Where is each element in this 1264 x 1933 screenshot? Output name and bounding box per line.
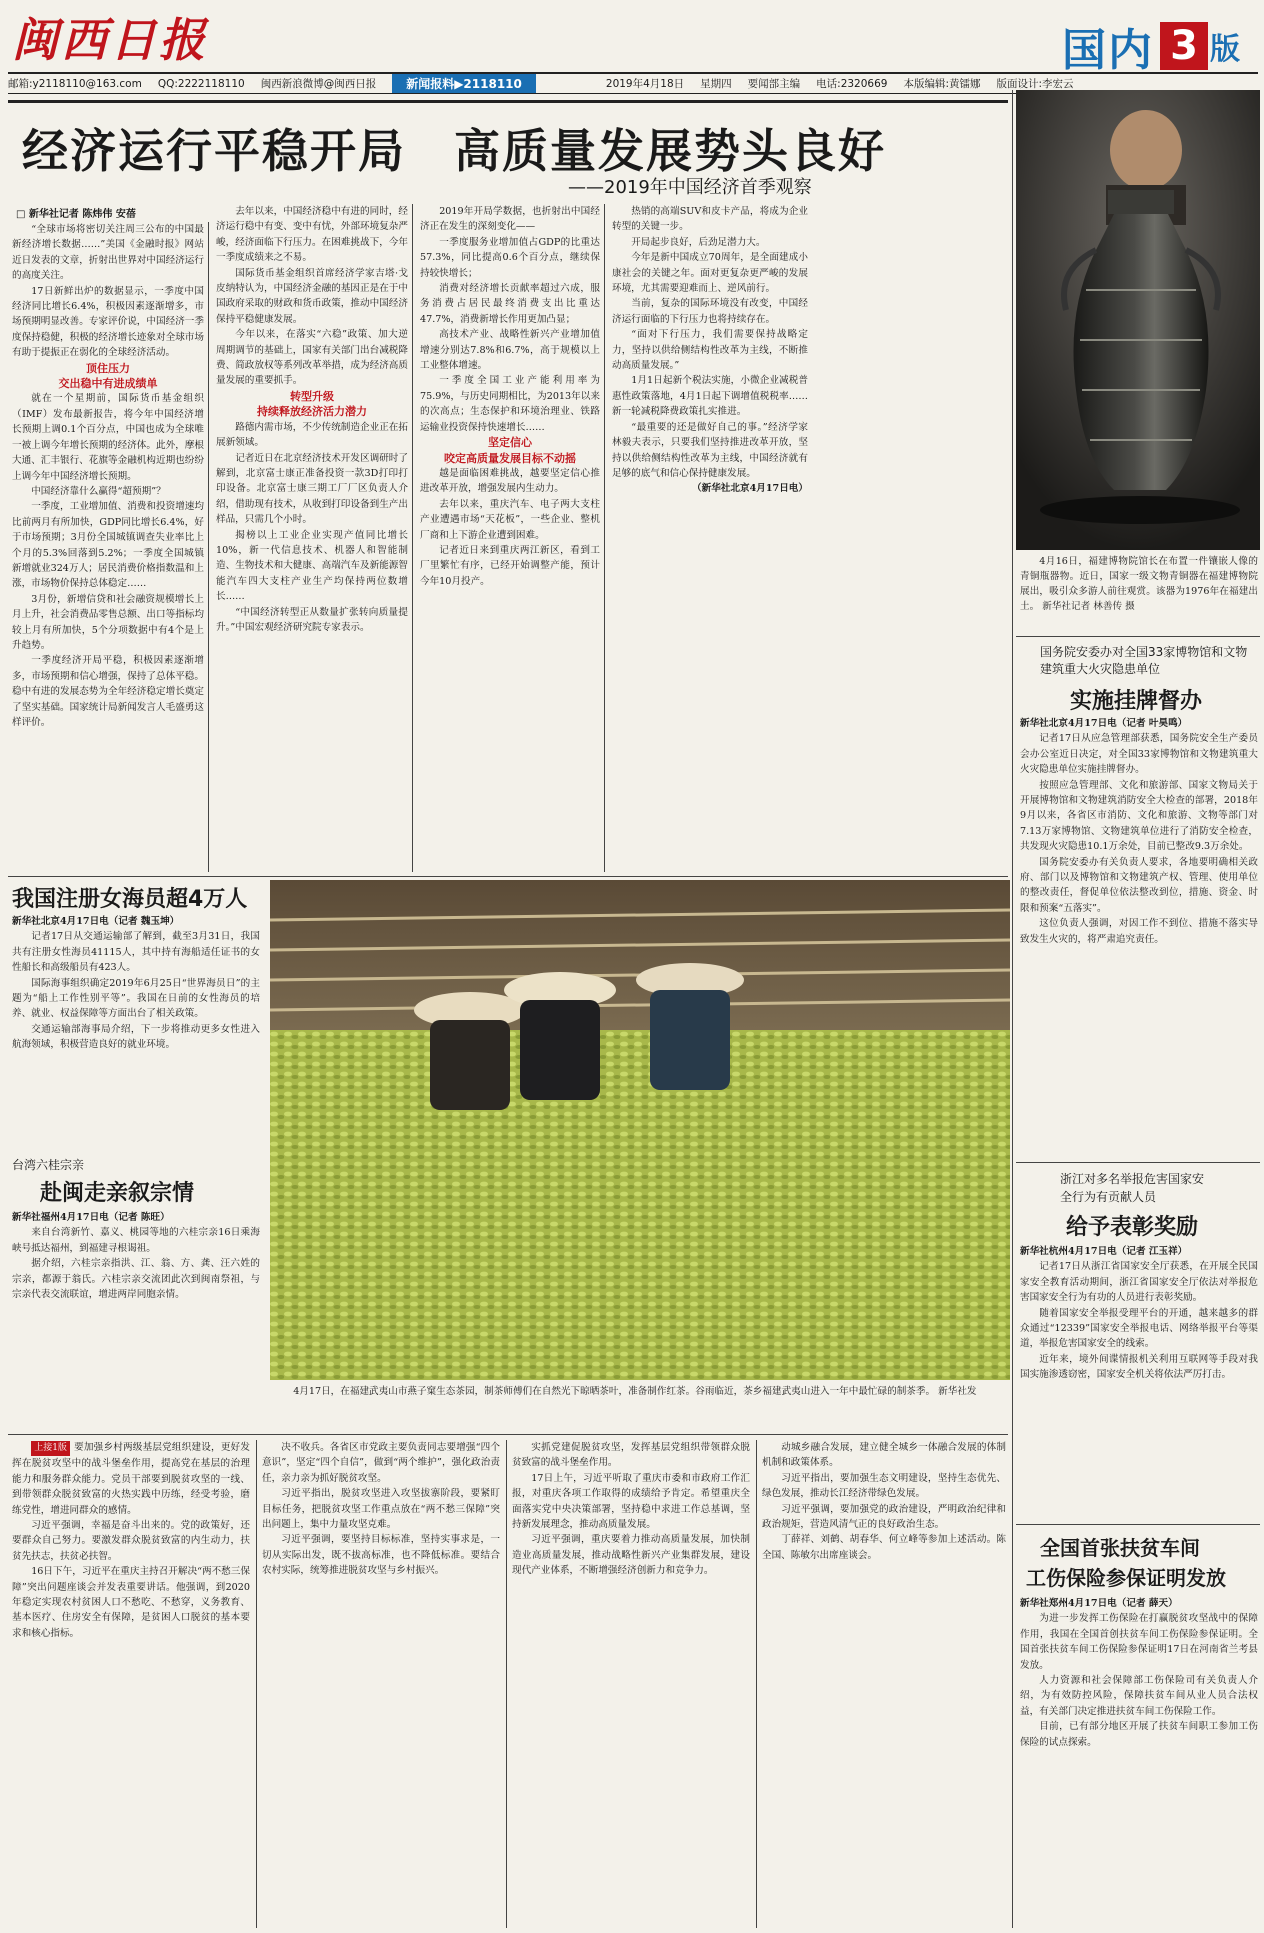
paragraph: 16日下午，习近平在重庆主持召开解决“两不愁三保障”突出问题座谈会并发表重要讲话。他强调，到2020年稳定实现农村贫困人口不愁吃、不愁穿，义务教育、基本医疗、住房安全有保障，是贫困人口脱贫的基本要求和核心指标。 — [12, 1566, 250, 1639]
paragraph: 2019年开局学数据，也折射出中国经济正在发生的深刻变化—— — [420, 206, 600, 233]
paragraph: 一季度，工业增加值、消费和投资增速均比前两月有所加快，GDP同比增长6.4%，好于市场预期；3月份全国城镇调查失业率比上个月的5.3%回落到5.2%；一季度全国城镇新增就业324万人；居民消费价格指数温和上涨，市场物价保持总体稳定…… — [12, 501, 204, 590]
insurance-title-2: 工伤保险参保证明发放 — [1026, 1566, 1226, 1590]
tea-drying-image — [270, 880, 1010, 1380]
info-weekday: 星期四 — [700, 78, 732, 90]
section-divider — [1016, 1524, 1260, 1525]
paragraph: 揭榜以上工业企业实现产值同比增长10%，新一代信息技术、机器人和智能制造、生物技术和大健康、高端汽车及新能源智能汽车四大支柱产业生产均保持两位数增长…… — [216, 529, 408, 603]
info-weibo: 闽西新浪微博@闽西日报 — [260, 78, 377, 90]
news-hotline: 新闻报料▶2118110 — [392, 73, 536, 94]
paragraph: 近年来，境外间谍情报机关利用互联网等手段对我国实施渗透窃密，国家安全机关将依法严厉打击。 — [1020, 1353, 1258, 1381]
praise-kicker-2: 全行为有贡献人员 — [1060, 1190, 1157, 1204]
subheading: 坚定信心 — [488, 436, 532, 450]
paragraph: 随着国家安全举报受理平台的开通，越来越多的群众通过“12339”国家安全举报电话、网络举报平台等渠道，举报危害国家安全的线索。 — [1020, 1307, 1258, 1350]
tea-photo — [270, 880, 1010, 1380]
paragraph: 越是面临困难挑战，越要坚定信心推进改革开放，增强发展内生动力。 — [420, 467, 600, 495]
paragraph: 今年是新中国成立70周年，是全面建成小康社会的关键之年。面对更复杂更严峻的发展环境，尤其需要迎难而上、逆风前行。 — [612, 252, 808, 295]
vase-credit: 新华社记者 林善传 摄 — [1042, 601, 1135, 612]
subheading: 持续释放经济活力潜力 — [257, 405, 367, 419]
taiwan-body — [12, 1210, 260, 1432]
continued-column-3 — [512, 1440, 750, 1928]
fire-byline: 新华社北京4月17日电（记者 叶昊鸣） — [1020, 718, 1188, 729]
section-label — [1062, 14, 1240, 78]
paragraph: “面对下行压力，我们需要保持战略定力，坚持以供给侧结构性改革为主线，不断推动高质量发展。” — [612, 329, 808, 372]
paragraph: 记者近日来到重庆两江新区，看到工厂里繁忙有序，已经开始调整产能，预计今年10月投产。 — [420, 544, 600, 587]
column-rule — [604, 204, 605, 872]
paragraph: 去年以来，重庆汽车、电子两大支柱产业遭遇市场“天花板”，一些企业、整机厂商和上下游企业遭到困难。 — [420, 498, 600, 541]
section-divider — [8, 876, 1008, 877]
paragraph: 国际货币基金组织首席经济学家吉塔·戈皮纳特认为，中国经济金融的基因正是在于中国政府采取的财政和货币政策，推动中国经济保持平稳健康发展。 — [216, 267, 408, 325]
column-rule — [208, 222, 209, 872]
jump-tag: 上接1版 — [31, 1441, 70, 1456]
paragraph: 按照应急管理部、文化和旅游部、国家文物局关于开展博物馆和文物建筑消防安全大检查的部署，2018年9月以来，各省区市消防、文化和旅游、文物等部门对7.13万家博物馆、文物建筑单位进行了消防安全检查，共发现火灾隐患10.1万余处，目前已整改9.3万余处。 — [1020, 779, 1258, 853]
info-editor: 要闻部主编 — [747, 78, 801, 90]
bronze-vase-image — [1016, 90, 1260, 550]
masthead — [0, 0, 1264, 76]
taiwan-kicker: 台湾六桂宗亲 — [12, 1158, 85, 1172]
paragraph: 17日新鲜出炉的数据显示，一季度中国经济同比增长6.4%，积极因素逐渐增多，市场预期明显改善。专家评价说，中国经济一季度保持稳健，积极的经济增长迹象对全球市场有助于提振正在弱化的全球经济活动。 — [12, 285, 204, 359]
column-rule — [756, 1440, 757, 1928]
fire-title: 实施挂牌督办 — [1070, 689, 1203, 714]
paragraph: 国务院安委办有关负责人要求，各地要明确相关政府、部门以及博物馆和文物建筑产权、管理、使用单位的整改责任，督促单位依法整改到位，措施、资金、时限和预案“五落实”。 — [1020, 856, 1258, 914]
paragraph: 习近平强调，幸福是奋斗出来的。党的政策好，还要群众自己努力。要激发群众脱贫致富的内生动力，扶贫先扶志，扶贫必扶智。 — [12, 1520, 250, 1562]
sailors-title: 我国注册女海员超4万人 — [12, 887, 248, 912]
tea-caption — [274, 1384, 1008, 1430]
section-name: 国内 — [1062, 25, 1154, 76]
sailors-byline: 新华社北京4月17日电（记者 魏玉坤） — [12, 916, 180, 927]
lead-headline: 经济运行平稳开局 高质量发展势头良好 — [22, 124, 886, 178]
column-rule — [412, 204, 413, 872]
paragraph: 消费对经济增长贡献率超过六成，服务消费占居民最终消费支出比重达47.7%，消费新增长作用更加凸显； — [420, 283, 600, 325]
paragraph: 习近平强调，要坚持目标标准，坚持实事求是，一切从实际出发，既不拔高标准，也不降低标准。要结合农村实际，统筹推进脱贫攻坚与乡村振兴。 — [262, 1534, 500, 1577]
paragraph: 一季度全国工业产能利用率为75.9%，与历史同期相比，为2013年以来的次高点；生态保护和环境治理业、铁路运输业投资保持快速增长…… — [420, 375, 600, 433]
paragraph: 习近平指出，要加强生态文明建设，坚持生态优先、绿色发展，推动长江经济带绿色发展。 — [762, 1472, 1006, 1500]
paragraph: 今年以来，在落实“六稳”政策、加大逆周期调节的基础上，国家有关部门出台减税降费、简政放权等系列改革举措，成为经济高质量发展的重要抓手。 — [216, 329, 408, 387]
paragraph: 去年以来，中国经济稳中有进的同时，经济运行稳中有变、变中有忧，外部环境复杂严峻，经济面临下行压力。在困难挑战下，今年一季度成绩来之不易。 — [216, 206, 408, 264]
paragraph: 一季度服务业增加值占GDP的比重达57.3%，同比提高0.6个百分点，继续保持较快增长； — [420, 236, 600, 279]
subheading: 交出稳中有进成绩单 — [58, 377, 158, 391]
paragraph: 1月1日起新个税法实施，小微企业减税普惠性政策落地，4月1日起下调增值税税率……新一轮减税降费政策扎实推进。 — [612, 375, 808, 418]
paragraph: 记者17日从浙江省国家安全厅获悉，在开展全民国家安全教育活动期间，浙江省国家安全厅依法对举报危害国家安全行为有功的人员进行表彰奖励。 — [1020, 1261, 1258, 1304]
paragraph: 一季度经济开局平稳，积极因素逐渐增多，市场预期和信心增强，保持了总体平稳。稳中有进的发展态势为全年经济稳定增长奠定了坚实基础。国家统计局新闻发言人毛盛勇这样评价。 — [12, 655, 204, 728]
info-date: 2019年4月18日 — [605, 78, 685, 90]
lead-column-3 — [420, 204, 600, 872]
paragraph: “全球市场将密切关注周三公布的中国最新经济增长数据……”美国《金融时报》网站近日发表的文章，折射出世界对中国经济运行的高度关注。 — [12, 224, 204, 282]
paragraph: 习近平强调，重庆要着力推动高质量发展，加快制造业高质量发展，推动战略性新兴产业集群发展，建设现代产业体系，不断增强经济创新力和竞争力。 — [512, 1534, 750, 1577]
vase-photo — [1016, 90, 1260, 550]
paragraph: 开局起步良好，后劲足潜力大。 — [631, 236, 766, 248]
column-rule — [506, 1440, 507, 1928]
section-divider — [1016, 636, 1260, 637]
lead-subhead: ——2019年中国经济首季观察 — [568, 177, 812, 198]
paragraph: 动城乡融合发展，建立健全城乡一体融合发展的体制机制和政策体系。 — [762, 1442, 1006, 1469]
paragraph: 记者近日在北京经济技术开发区调研时了解到，北京富士康正准备投资一款3D打印打印设备。北京富士康三期工厂厂区负责人介绍，借助现有技术，从收到打印设备到生产出样品，只需几个小时。 — [216, 452, 408, 526]
paragraph: 决不收兵。各省区市党政主要负责同志要增强“四个意识”，坚定“四个自信”，做到“两个维护”，强化政治责任，亲力亲为抓好脱贫攻坚。 — [262, 1442, 500, 1484]
lead-title-block — [8, 100, 1008, 200]
subheading: 咬定高质量发展目标不动摇 — [444, 451, 576, 465]
paragraph: 这位负责人强调，对因工作不到位、措施不落实导致发生火灾的，将严肃追究责任。 — [1020, 918, 1258, 945]
paragraph: 热销的高端SUV和皮卡产品，将成为企业转型的关键一步。 — [612, 206, 808, 233]
fire-kicker: 国务院安委办对全国33家博物馆和文物建筑重大火灾隐患单位 — [1040, 645, 1248, 676]
column-rule — [1012, 90, 1013, 1928]
info-chief-editor: 本版编辑:黄镭娜 — [903, 78, 981, 90]
info-qq: QQ:2222118110 — [157, 77, 245, 90]
praise-title: 给予表彰奖励 — [1066, 1215, 1199, 1240]
paragraph: 中国经济靠什么赢得“超预期”？ — [31, 485, 166, 497]
tea-caption-text: 4月17日，在福建武夷山市燕子窠生态茶园，制茶师傅们在自然光下晾晒茶叶，准备制作红茶。谷雨临近，茶乡福建武夷山进入一年中最忙碌的制茶季。 — [293, 1386, 936, 1397]
paragraph: 高技术产业、战略性新兴产业增加值增速分别达7.8%和6.7%，高于规模以上工业整体增速。 — [420, 329, 600, 372]
taiwan-byline: 新华社福州4月17日电（记者 陈旺） — [12, 1212, 170, 1223]
info-phone: 电话:2320669 — [816, 78, 888, 90]
paragraph: 交通运输部海事局介绍，下一步将推动更多女性进入航海领域，积极营造良好的就业环境。 — [12, 1023, 260, 1051]
paragraph: 当前，复杂的国际环境没有改变，中国经济运行面临的下行压力也将持续存在。 — [612, 298, 808, 325]
subheading: 转型升级 — [290, 389, 334, 403]
page-suffix: 版 — [1210, 32, 1240, 67]
continued-column-4 — [762, 1440, 1006, 1928]
section-divider — [8, 1434, 1008, 1435]
paragraph: 实抓党建促脱贫攻坚，发挥基层党组织带领群众脱贫致富的战斗堡垒作用。 — [512, 1442, 750, 1469]
paragraph: 国际海事组织确定2019年6月25日“世界海员日”的主题为“船上工作性别平等”。我国在日前的女性海员的培养、就业、权益保障等方面出台了相关政策。 — [12, 977, 260, 1020]
column-rule — [256, 1440, 257, 1928]
paragraph: 丁薛祥、刘鹤、胡春华、何立峰等参加上述活动。陈全国、陈敏尔出席座谈会。 — [762, 1534, 1006, 1561]
paragraph: 习近平强调，要加强党的政治建设，严明政治纪律和政治规矩，营造风清气正的良好政治生态。 — [762, 1503, 1006, 1531]
praise-body — [1020, 1244, 1258, 1518]
paragraph: 17日上午，习近平听取了重庆市委和市政府工作汇报，对重庆各项工作取得的成绩给予肯定。希望重庆全面落实党中央决策部署，坚持稳中求进工作总基调，坚持新发展理念，推动高质量发展。 — [512, 1472, 750, 1531]
newspaper-logo: 闽西日报 — [12, 13, 208, 67]
subheading: 顶住压力 — [86, 361, 130, 375]
paragraph: 路德内需市场，不少传统制造企业正在拓展新领域。 — [216, 421, 408, 449]
lead-column-1 — [12, 222, 204, 872]
info-designer: 版面设计:李宏云 — [996, 78, 1074, 90]
insurance-body — [1020, 1596, 1258, 1926]
paragraph: 要加强乡村两级基层党组织建设，更好发挥在脱贫攻坚中的战斗堡垒作用，提高党在基层的治理能力和服务群众能力。党员干部要到脱贫攻坚的一线、到带领群众脱贫致富的火热实践中历练，经受考验，磨练党性，增进同群众的感情。 — [12, 1442, 250, 1516]
tea-credit: 新华社发 — [938, 1386, 977, 1397]
fire-body — [1020, 716, 1258, 1158]
paragraph: 记者17日从应急管理部获悉，国务院安全生产委员会办公室近日决定，对全国33家博物馆和文物建筑重大火灾隐患单位实施挂牌督办。 — [1020, 733, 1258, 776]
paragraph: 目前，已有部分地区开展了扶贫车间职工参加工伤保险的试点探索。 — [1020, 1721, 1258, 1748]
sailors-body — [12, 914, 260, 1150]
vase-caption — [1020, 554, 1258, 634]
lead-signoff: （新华社北京4月17日电） — [692, 483, 808, 495]
taiwan-title: 赴闽走亲叙宗情 — [40, 1181, 195, 1206]
page-number-badge: 3 — [1160, 22, 1208, 70]
continued-column-1 — [12, 1440, 250, 1928]
paragraph: “最重要的还是做好自己的事。”经济学家林毅夫表示，只要我们坚持推进改革开放，坚持以供给侧结构性改革为主线，中国经济就有足够的底气和信心保持健康发展。 — [612, 421, 808, 479]
info-email: 邮箱:y2118110@163.com — [8, 78, 142, 90]
paragraph: 为进一步发挥工伤保险在打赢脱贫攻坚战中的保障作用，我国在全国首创扶贫车间工伤保险参保证明。全国首张扶贫车间工伤保险参保证明17日在河南省兰考县发放。 — [1020, 1613, 1258, 1671]
paragraph: 据介绍，六桂宗亲指洪、江、翁、方、龚、汪六姓的宗亲，都源于翁氏。六桂宗亲交流团此次到闽南祭祖，与宗亲代表交流联谊，增进两岸同胞亲情。 — [12, 1258, 260, 1301]
paragraph: 习近平指出，脱贫攻坚进入攻坚拔寨阶段，要紧盯目标任务，把脱贫攻坚工作重点放在“两不愁三保障”突出问题上，集中力量攻坚克难。 — [262, 1488, 500, 1531]
paragraph: 就在一个星期前，国际货币基金组织（IMF）发布最新报告，将今年中国经济增长预期上调0.1个百分点，中国也成为全球唯一被上调今年增长预期的经济体。此外，摩根大通、汇丰银行、花旗等金融机构近期也纷纷上调今年中国经济增长预期。 — [12, 393, 204, 482]
lead-column-4 — [612, 204, 808, 944]
paragraph: “中国经济转型正从数量扩张转向质量提升。”中国宏观经济研究院专家表示。 — [216, 606, 408, 633]
lead-column-2 — [216, 204, 408, 872]
vase-caption-text: 4月16日，福建博物院馆长在布置一件镶嵌人像的青铜瓶器物。近日，国家一级文物青铜器在福建博物院展出，吸引众多游人前往观赏。该器为1976年在福建出土。 — [1020, 556, 1258, 612]
paragraph: 人力资源和社会保障部工伤保险司有关负责人介绍，为有效防控风险，保障扶贫车间从业人员合法权益，有关部门决定推进扶贫车间工伤保险工作。 — [1020, 1675, 1258, 1717]
praise-byline: 新华社杭州4月17日电（记者 江玉祥） — [1020, 1246, 1188, 1257]
continued-column-2 — [262, 1440, 500, 1928]
lead-byline: □ 新华社记者 陈炜伟 安蓓 — [16, 209, 136, 220]
insurance-byline: 新华社郑州4月17日电（记者 薛天） — [1020, 1598, 1178, 1609]
praise-kicker-1: 浙江对多名举报危害国家安 — [1060, 1172, 1205, 1186]
paragraph: 来自台湾新竹、嘉义、桃园等地的六桂宗亲16日乘海峡号抵达福州，到福建寻根谒祖。 — [12, 1227, 260, 1254]
insurance-title-1: 全国首张扶贫车间 — [1040, 1536, 1200, 1560]
section-divider — [1016, 1162, 1260, 1163]
paragraph: 记者17日从交通运输部了解到，截至3月31日，我国共有注册女性海员41115人，其中持有海船适任证书的女性船长和高级船员有423人。 — [12, 931, 260, 974]
paragraph: 3月份，新增信贷和社会融资规模增长上月上升，社会消费品零售总额、出口等指标均较上月有所加快，5个分项数据中有4个是上升趋势。 — [12, 593, 204, 651]
